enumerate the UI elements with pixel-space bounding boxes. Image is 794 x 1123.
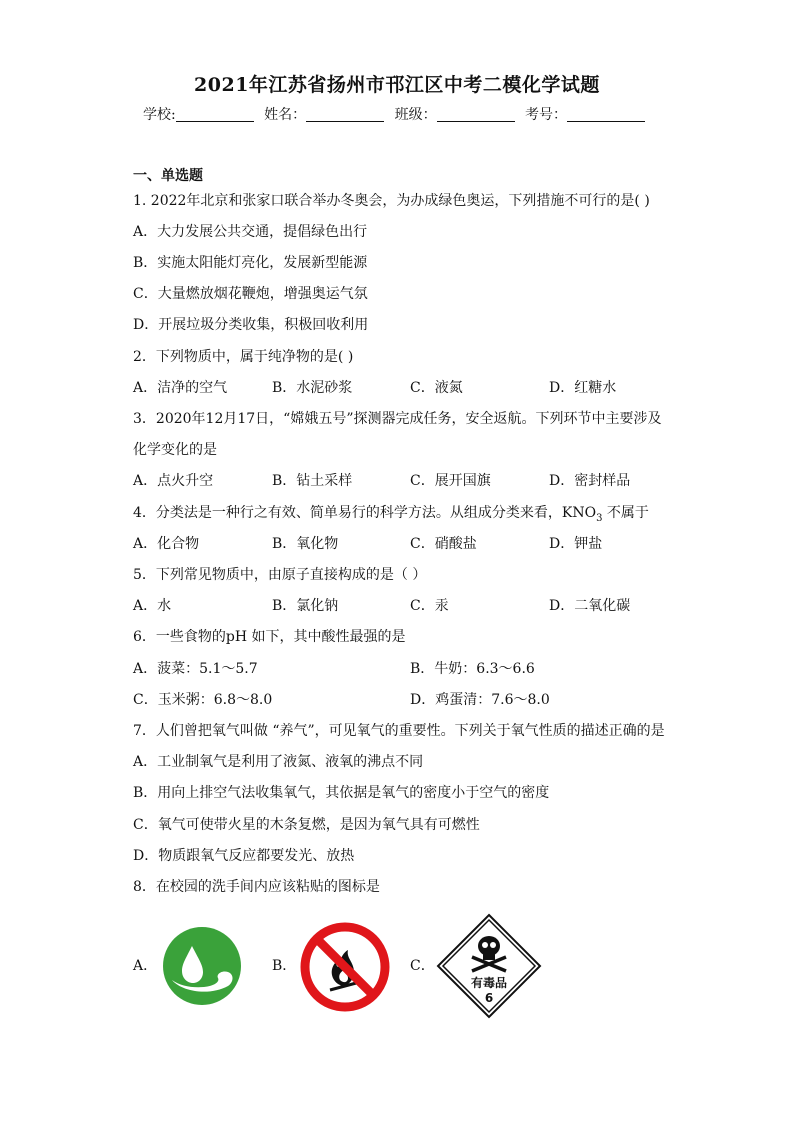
toxic-substance-icon [436,913,542,1019]
exam-no-blank[interactable] [567,107,645,122]
q1-option-b: B．实施太阳能灯亮化，发展新型能源 [133,255,368,271]
q7-option-a: A．工业制氧气是利用了液氮、液氧的沸点不同 [133,754,424,770]
q5-option-b: B．氯化钠 [272,598,339,614]
q4-stem-pre: 4．分类法是一种行之有效、简单易行的科学方法。从组成分类来看，KNO [133,505,597,521]
q8-option-b: B． [272,958,297,974]
toxic-label: 有毒品 [470,976,507,990]
q3-option-a: A．点火升空 [133,473,214,489]
q5-option-c: C．汞 [410,598,449,614]
q3-option-d: D．密封样品 [549,473,631,489]
question-stem-6: 6．一些食物的pH 如下，其中酸性最强的是 [133,629,406,645]
q7-option-c: C．氧气可使带火星的木条复燃，是因为氧气具有可燃性 [133,817,480,833]
toxic-class-number: 6 [484,991,494,1005]
q4-option-b: B．氧化物 [272,536,339,552]
question-stem-3-line2: 化学变化的是 [133,442,217,458]
q1-option-a: A．大力发展公共交通，提倡绿色出行 [133,224,368,240]
question-stem-4 [133,503,649,529]
question-stem-3-line1: 3．2020年12月17日，“嫦娥五号”探测器完成任务，安全返航。下列环节中主要涉及 [133,411,662,427]
q8-option-c: C． [410,958,435,974]
q4-stem-post: 不属于 [602,505,649,521]
q1-option-d: D．开展垃圾分类收集，积极回收利用 [133,317,369,333]
no-fire-icon [300,922,390,1012]
q3-option-c: C．展开国旗 [410,473,491,489]
q6-option-b: B．牛奶：6.3～6.6 [410,661,535,677]
q6-option-c: C．玉米粥：6.8～8.0 [133,692,273,708]
q2-option-b: B．水泥砂浆 [272,380,353,396]
question-stem-8: 8．在校园的洗手间内应该粘贴的图标是 [133,879,380,895]
q2-option-d: D．红糖水 [549,380,617,396]
exam-no-label: 考号： [525,107,568,123]
q1-option-c: C．大量燃放烟花鞭炮，增强奥运气氛 [133,286,368,302]
q2-option-c: C．液氮 [410,380,463,396]
q3-option-b: B．钻土采样 [272,473,353,489]
q4-option-a: A．化合物 [133,536,200,552]
class-label: 班级： [394,107,437,123]
q2-option-a: A．洁净的空气 [133,380,228,396]
q7-option-d: D．物质跟氧气反应都要发光、放热 [133,848,355,864]
section-title: 一、单选题 [133,168,203,184]
q4-stem-sub: 3 [596,512,603,524]
water-saving-icon [162,926,242,1006]
school-label: 学校: [142,107,176,123]
q7-option-b: B．用向上排空气法收集氧气，其依据是氧气的密度小于空气的密度 [133,785,550,801]
question-stem-5: 5．下列常见物质中，由原子直接构成的是（ ） [133,567,427,583]
q5-option-d: D．二氧化碳 [549,598,631,614]
q6-option-a: A．菠菜：5.1～5.7 [133,661,258,677]
question-stem-1: 1. 2022年北京和张家口联合举办冬奥会，为办成绿色奥运，下列措施不可行的是( ) [133,193,650,209]
school-blank[interactable] [176,107,254,122]
q8-option-a: A． [133,958,158,974]
student-info-row [0,104,794,124]
question-stem-2: 2．下列物质中，属于纯净物的是( ) [133,349,354,365]
name-label: 姓名： [264,107,307,123]
page-title: 2021年江苏省扬州市邗江区中考二模化学试题 [194,74,600,96]
q5-option-a: A．水 [133,598,172,614]
q6-option-d: D．鸡蛋清：7.6～8.0 [410,692,550,708]
q4-option-d: D．钾盐 [549,536,603,552]
question-stem-7: 7．人们曾把氧气叫做 “养气”，可见氧气的重要性。下列关于氧气性质的描述正确的是 [133,723,665,739]
class-blank[interactable] [437,107,515,122]
name-blank[interactable] [306,107,384,122]
q4-option-c: C．硝酸盐 [410,536,477,552]
